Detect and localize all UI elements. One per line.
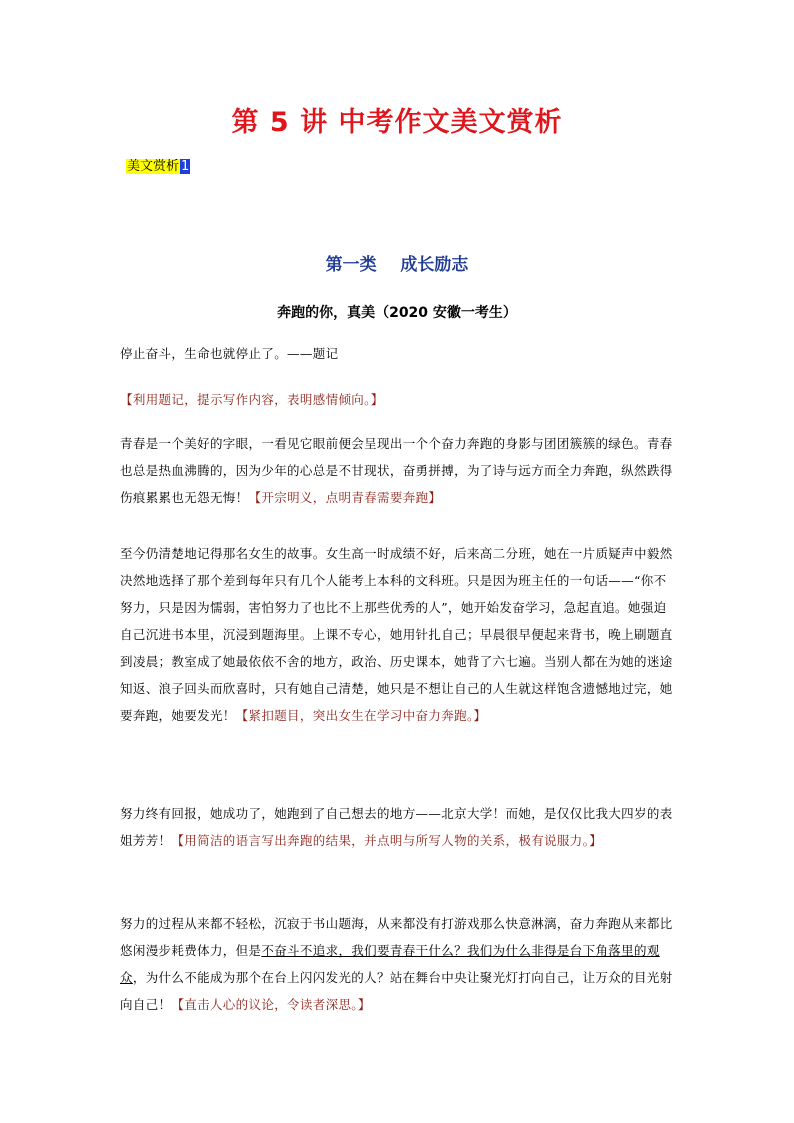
annotation-epigraph: 【利用题记，提示写作内容，表明感情倾向。】 [120,392,384,407]
document-title: 第 5 讲 中考作文美文赏析 [231,107,563,138]
paragraph-argument-text-a: 努力的过程从来都不轻松，沉寂于书山题海，从来都没有打游戏那么快意淋漓，奋力奔跑从来都比悠闲漫步耗费体力，但是 [120,916,673,958]
section-tag [126,158,190,175]
annotation-argument: 【直击人心的议论，令读者深思。】 [171,997,371,1012]
paragraph-youth-text: 青春是一个美好的字眼，一看见它眼前便会呈现出一个个奋力奔跑的身影与团团簇簇的绿色。青春也总是热血沸腾的，因为少年的心总是不甘现状，奋勇拼搏，为了诗与远方而全力奔跑，纵然跌得伤痕累累也无怨无悔！ [120,436,673,505]
section-tag-number: 1 [181,159,190,174]
category-heading: 第一类 成长励志 [325,255,469,275]
section-tag-label: 美文赏析 [127,159,180,174]
paragraph-result-text: 努力终有回报，她成功了，她跑到了自己想去的地方——北京大学！而她，是仅仅比我大四岁的表姐芳芳！ [120,806,673,848]
epigraph: 停止奋斗，生命也就停止了。——题记 [120,346,339,361]
paragraph-youth [120,430,676,511]
paragraph-argument [120,910,676,1018]
annotation-youth: 【开宗明义，点明青春需要奔跑】 [248,490,442,505]
paragraph-argument-underlined: 不奋斗不追求，我们要青春干什么？我们为什么非得是台下角落里的观众 [120,943,660,985]
paragraph-girl-story [120,540,676,729]
paragraph-girl-story-text: 至今仍清楚地记得那名女生的故事。女生高一时成绩不好，后来高二分班，她在一片质疑声中毅然决然地选择了那个差到每年只有几个人能考上本科的文科班。只是因为班主任的一句话——“你不努力，只是因为懦弱，害怕努力了也比不上那些优秀的人”，她开始发奋学习，急起直追。她强迫自己沉进书本里，沉浸到题海里。上课不专心，她用针扎自己；早晨很早便起来背书，晚上刷题直到凌晨；教室成了她最依依不舍的地方，政治、历史课本，她背了六七遍。当别人都在为她的迷途知返、浪子回头而欣喜时，只有她自己清楚，她只是不想让自己的人生就这样饱含遗憾地过完，她要奔跑，她要发光！ [120,546,673,723]
paragraph-result [120,800,676,854]
essay-title: 奔跑的你，真美（2020 安徽一考生） [277,305,517,321]
annotation-girl-story: 【紧扣题目，突出女生在学习中奋力奔跑。】 [235,708,487,723]
annotation-result: 【用简洁的语言写出奔跑的结果，并点明与所写人物的关系，极有说服力。】 [171,833,603,848]
paragraph-argument-text-b: ，为什么不能成为那个在台上闪闪发光的人？站在舞台中央让聚光灯打向自己，让万众的目光射向自己！ [120,970,673,1012]
